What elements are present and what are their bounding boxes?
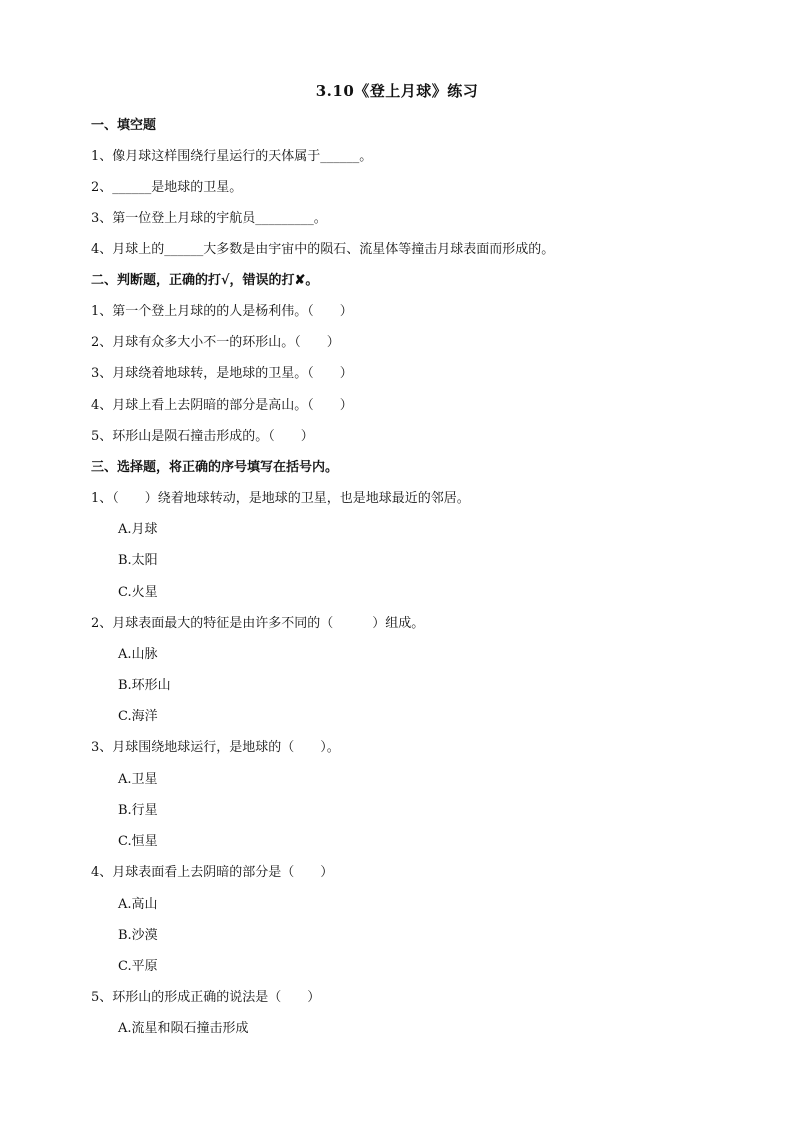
question-item: 1、（ ）绕着地球转动，是地球的卫星，也是地球最近的邻居。 xyxy=(91,491,470,506)
page-title: 3.10《登上月球》练习 xyxy=(315,82,479,100)
answer-option: C.海洋 xyxy=(118,709,158,724)
section-heading-fill-blank: 一、填空题 xyxy=(91,118,157,133)
answer-option: C.平原 xyxy=(118,959,158,974)
answer-option: A.卫星 xyxy=(118,772,158,787)
question-item: 2、月球有众多大小不一的环形山。（ ） xyxy=(91,335,340,350)
question-item: 4、月球表面看上去阴暗的部分是（ ） xyxy=(91,865,334,880)
answer-option: A.山脉 xyxy=(118,647,158,662)
section-heading-true-false: 二、判断题，正确的打√，错误的打✘。 xyxy=(91,273,319,288)
answer-option: B.太阳 xyxy=(118,553,158,568)
question-item: 5、环形山的形成正确的说法是（ ） xyxy=(91,990,321,1005)
question-item: 4、月球上看上去阴暗的部分是高山。（ ） xyxy=(91,398,353,413)
question-item: 3、第一位登上月球的宇航员_________。 xyxy=(91,211,327,226)
answer-option: A.流星和陨石撞击形成 xyxy=(118,1021,249,1036)
section-heading-multiple-choice: 三、选择题，将正确的序号填写在括号内。 xyxy=(91,460,339,475)
question-item: 1、像月球这样围绕行星运行的天体属于______。 xyxy=(91,149,373,164)
question-item: 3、月球围绕地球运行，是地球的（ ）。 xyxy=(91,740,340,755)
question-item: 4、月球上的______大多数是由宇宙中的陨石、流星体等撞击月球表面而形成的。 xyxy=(91,242,555,257)
answer-option: C.火星 xyxy=(118,585,158,600)
question-item: 3、月球绕着地球转，是地球的卫星。（ ） xyxy=(91,366,353,381)
answer-option: B.行星 xyxy=(118,803,158,818)
answer-option: B.环形山 xyxy=(118,678,171,693)
question-item: 2、月球表面最大的特征是由许多不同的（ ）组成。 xyxy=(91,616,425,631)
answer-option: B.沙漠 xyxy=(118,928,158,943)
answer-option: A.月球 xyxy=(118,522,158,537)
question-item: 5、环形山是陨石撞击形成的。（ ） xyxy=(91,429,314,444)
answer-option: A.高山 xyxy=(118,897,158,912)
question-item: 2、______是地球的卫星。 xyxy=(91,180,243,195)
question-item: 1、第一个登上月球的的人是杨利伟。（ ） xyxy=(91,304,353,319)
answer-option: C.恒星 xyxy=(118,834,158,849)
